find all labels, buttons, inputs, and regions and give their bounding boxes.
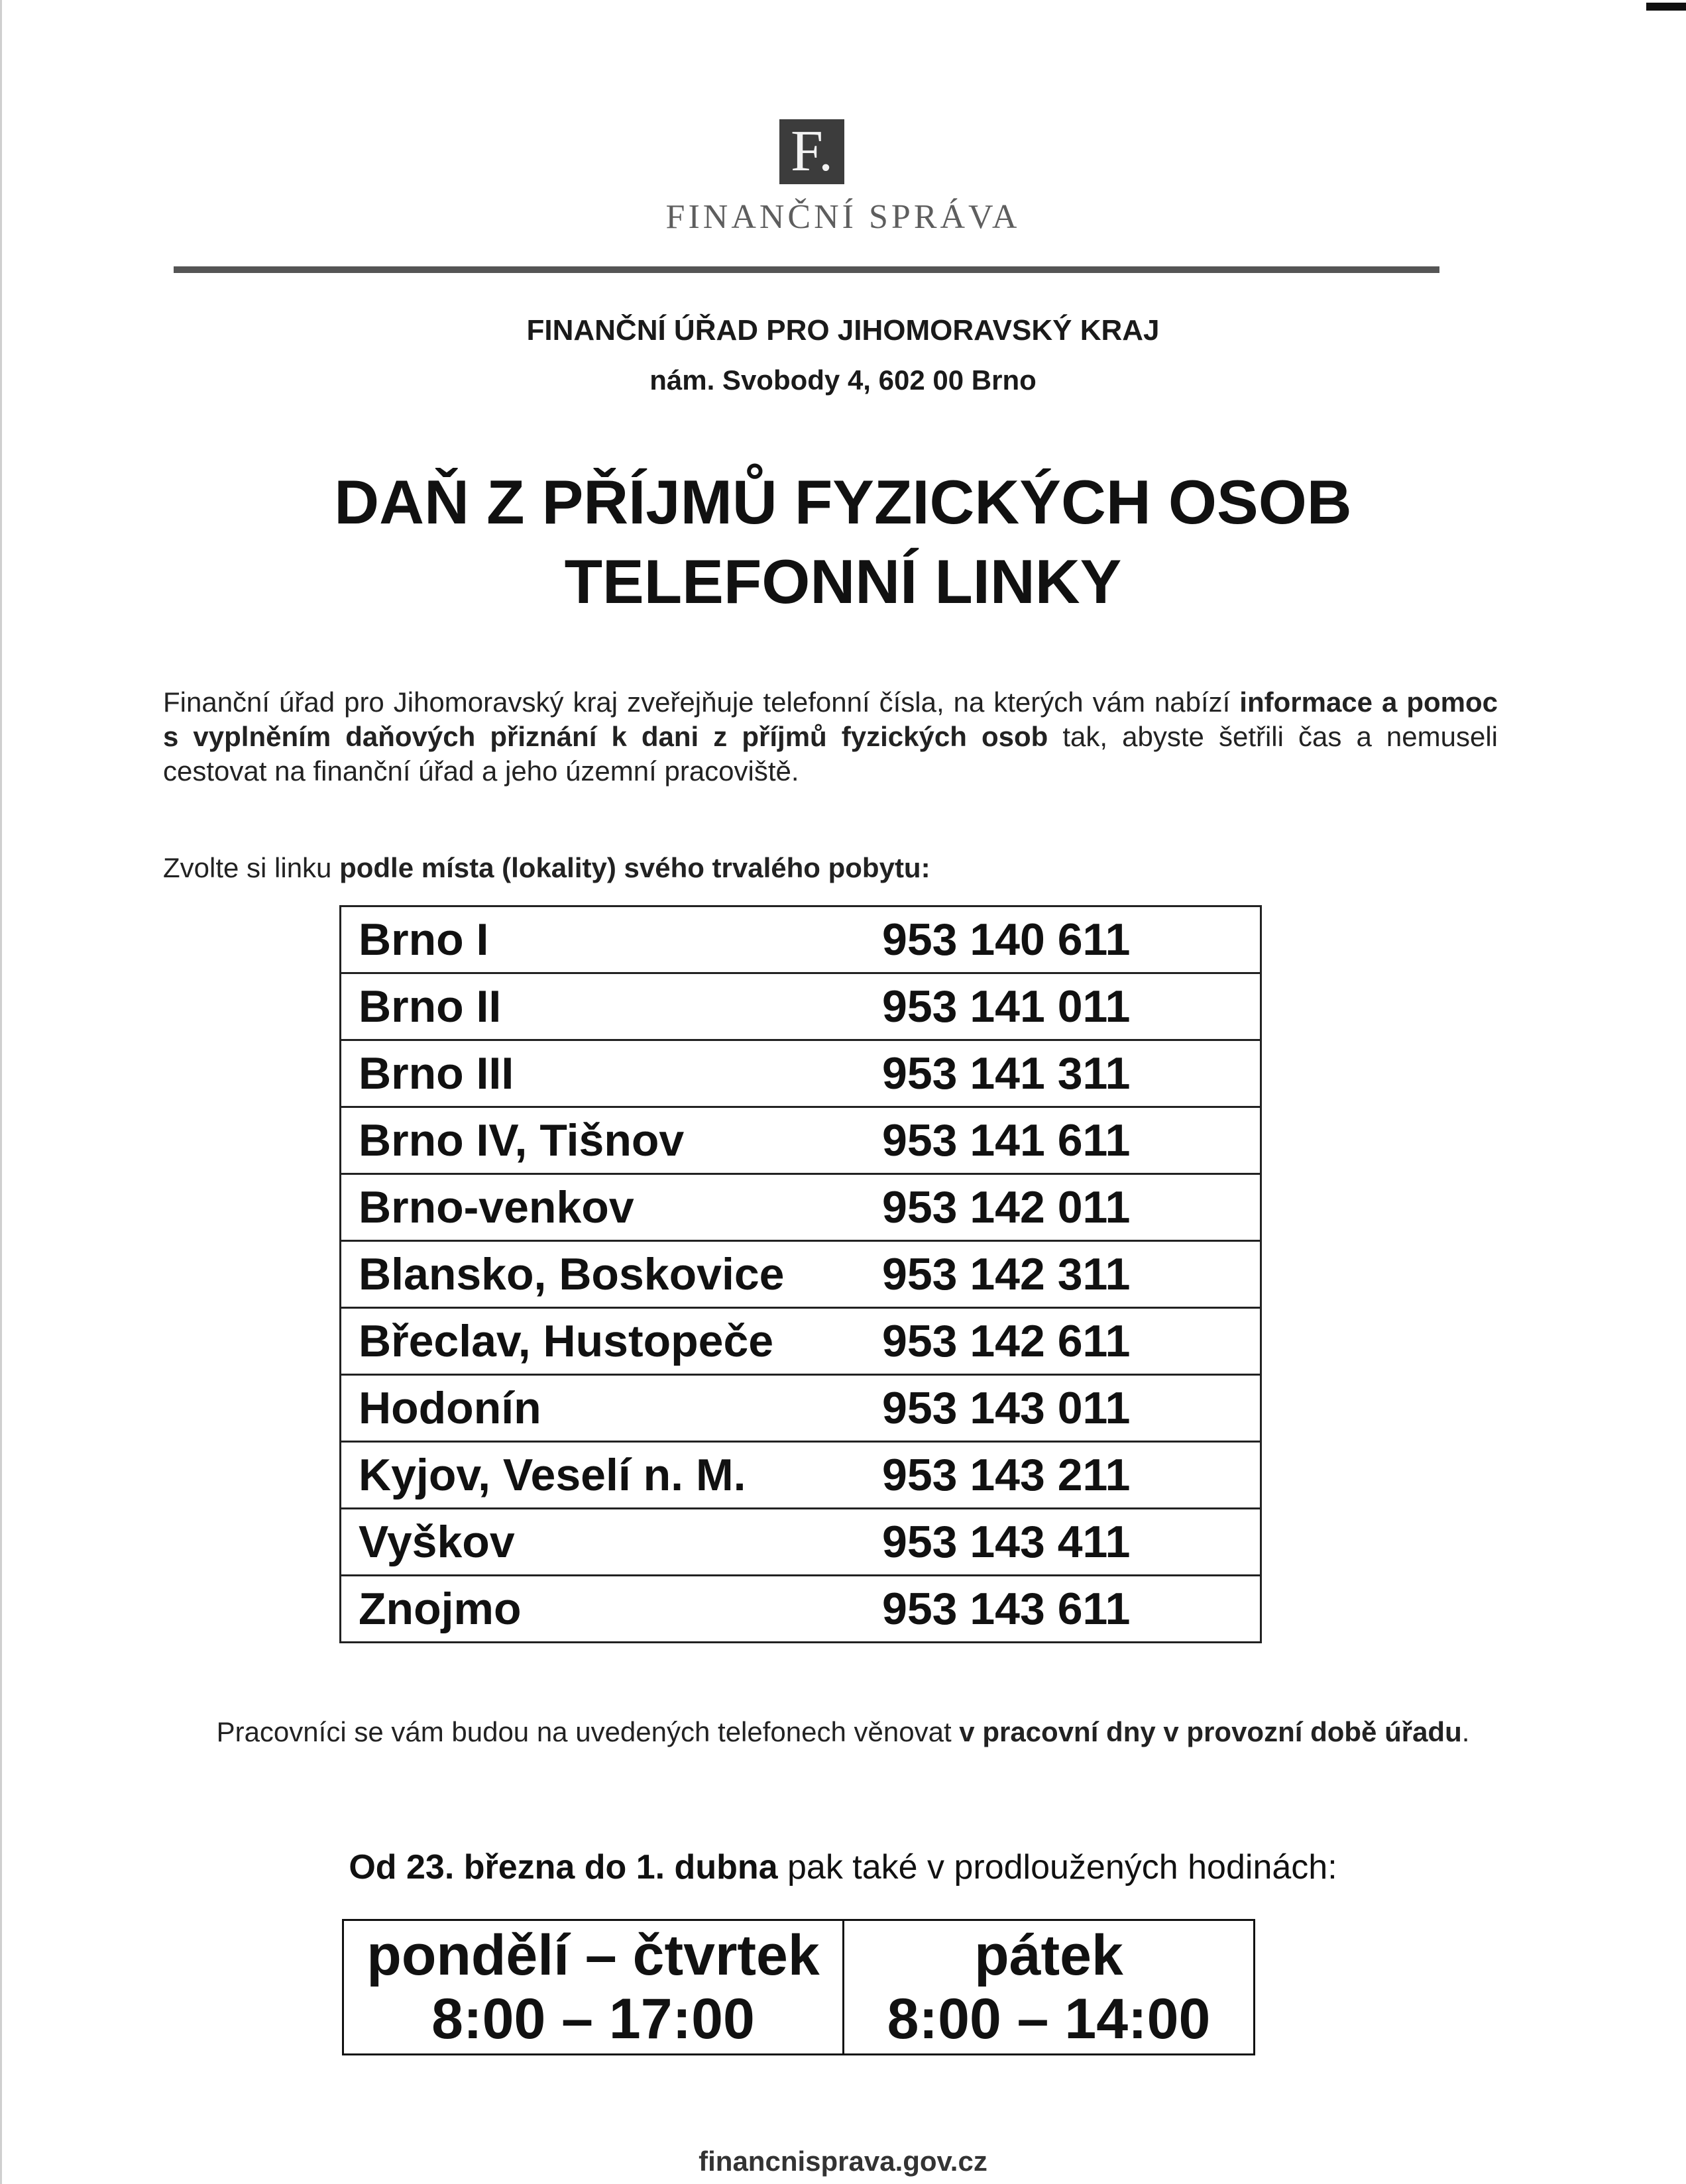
phone-cell: 953 140 611 — [882, 906, 1261, 973]
table-row — [341, 1442, 1261, 1509]
table-row — [341, 1375, 1261, 1442]
scan-mark — [1646, 3, 1686, 11]
location-cell: Kyjov, Veselí n. M. — [341, 1442, 883, 1509]
phone-cell: 953 143 211 — [882, 1442, 1261, 1509]
phone-cell: 953 143 411 — [882, 1509, 1261, 1576]
intro-paragraph — [163, 685, 1498, 789]
financni-sprava-logo-icon — [779, 119, 844, 184]
location-cell: Brno I — [341, 906, 883, 973]
choose-bold: podle místa (lokality) svého trvalého pobytu: — [339, 852, 930, 883]
location-cell: Brno III — [341, 1040, 883, 1107]
logo-letter: F. — [791, 119, 833, 184]
phone-cell: 953 142 611 — [882, 1308, 1261, 1375]
location-cell: Hodonín — [341, 1375, 883, 1442]
location-cell: Vyškov — [341, 1509, 883, 1576]
hours-time: 8:00 – 17:00 — [431, 1987, 755, 2051]
location-cell: Břeclav, Hustopeče — [341, 1308, 883, 1375]
table-row — [341, 1308, 1261, 1375]
table-row — [341, 1040, 1261, 1107]
intro-text-bold: informace a pomoc s vyplněním daňových přiznání k dani z příjmů fyzických osob — [163, 686, 1498, 752]
location-cell: Brno-venkov — [341, 1174, 883, 1241]
table-row — [341, 1107, 1261, 1174]
table-row — [341, 1241, 1261, 1308]
location-cell: Znojmo — [341, 1576, 883, 1643]
hours-days: pátek — [974, 1924, 1123, 1987]
location-cell: Brno II — [341, 973, 883, 1040]
website-url: financnisprava.gov.cz — [699, 2146, 987, 2177]
phone-cell: 953 141 611 — [882, 1107, 1261, 1174]
intro-text-1: Finanční úřad pro Jihomoravský kraj zveřejňuje telefonní čísla, na kterých vám nabízí — [163, 686, 1240, 718]
phone-cell: 953 142 311 — [882, 1241, 1261, 1308]
extended-dates: Od 23. března do 1. dubna — [349, 1848, 778, 1886]
table-row — [341, 1174, 1261, 1241]
table-row — [341, 1576, 1261, 1643]
document-title-line2: TELEFONNÍ LINKY — [564, 547, 1122, 616]
phone-cell: 953 143 611 — [882, 1576, 1261, 1643]
location-cell: Blansko, Boskovice — [341, 1241, 883, 1308]
office-name: FINANČNÍ ÚŘAD PRO JIHOMORAVSKÝ KRAJ — [526, 314, 1160, 347]
hours-time: 8:00 – 14:00 — [887, 1987, 1211, 2051]
workers-prefix: Pracovníci se vám budou na uvedených telefonech věnovat — [216, 1716, 960, 1747]
hours-cell-fri — [844, 1920, 1255, 2055]
working-hours-note — [0, 1716, 1686, 1748]
phone-lines-table — [339, 905, 1262, 1643]
hours-cell-mon-thu — [343, 1920, 844, 2055]
table-row — [341, 906, 1261, 973]
workers-suffix: . — [1461, 1716, 1470, 1747]
choose-line-instruction — [163, 852, 930, 884]
office-address: nám. Svobody 4, 602 00 Brno — [649, 364, 1037, 396]
extended-hours-table — [342, 1919, 1255, 2055]
table-row — [343, 1920, 1255, 2055]
workers-bold: v pracovní dny v provozní době úřadu — [959, 1716, 1462, 1747]
intro-text-2: tak, abyste šetřili čas a nemuseli cestovat na finanční úřad a jeho územní pracoviště. — [163, 721, 1498, 787]
table-row — [341, 973, 1261, 1040]
logo-text: FINANČNÍ SPRÁVA — [665, 198, 1021, 236]
header-divider — [174, 266, 1439, 273]
choose-prefix: Zvolte si linku — [163, 852, 340, 883]
extended-hours-heading — [0, 1847, 1686, 1887]
document-title-line1: DAŇ Z PŘÍJMŮ FYZICKÝCH OSOB — [334, 467, 1352, 537]
phone-cell: 953 142 011 — [882, 1174, 1261, 1241]
phone-cell: 953 141 011 — [882, 973, 1261, 1040]
table-row — [341, 1509, 1261, 1576]
phone-cell: 953 143 011 — [882, 1375, 1261, 1442]
location-cell: Brno IV, Tišnov — [341, 1107, 883, 1174]
hours-days: pondělí – čtvrtek — [366, 1924, 820, 1987]
extended-rest: pak také v prodloužených hodinách: — [777, 1848, 1337, 1886]
phone-cell: 953 141 311 — [882, 1040, 1261, 1107]
